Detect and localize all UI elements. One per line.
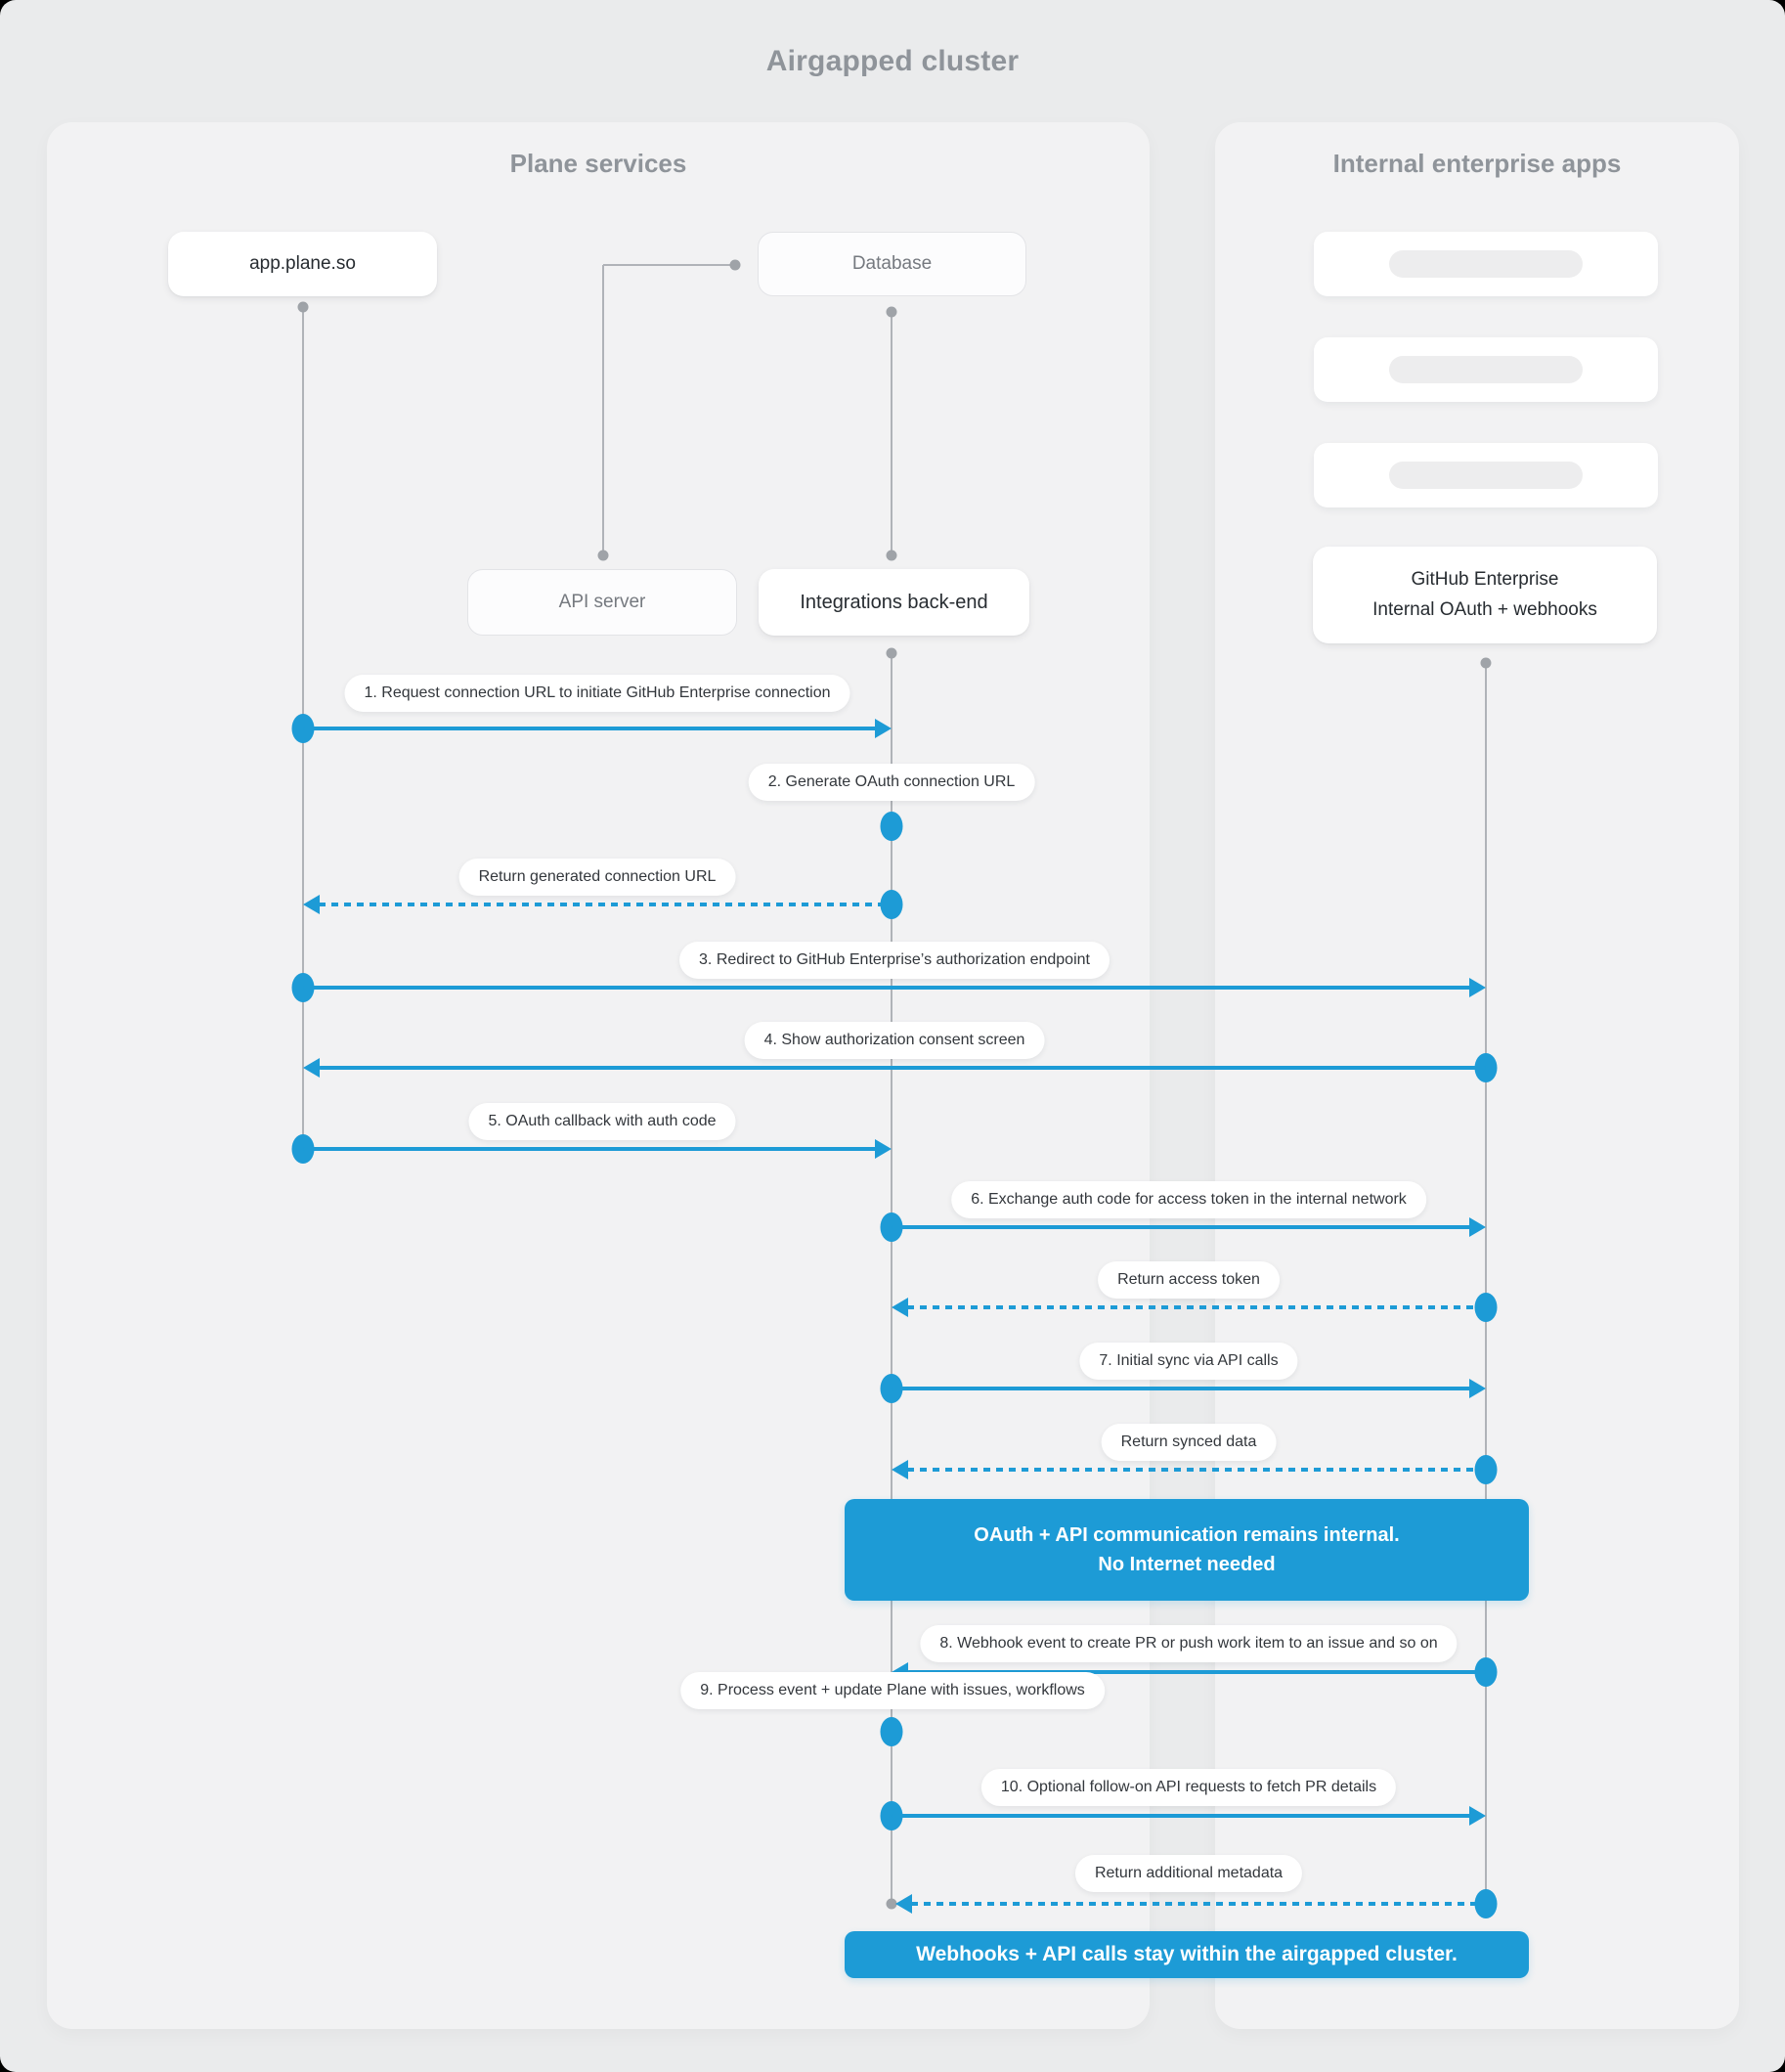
message-dashed-line <box>911 1902 1486 1906</box>
plane-services-panel <box>47 122 1150 2029</box>
arrowhead-right-icon <box>1469 1379 1486 1398</box>
placeholder-app-card <box>1314 337 1658 402</box>
node-integrations-backend <box>759 569 1029 636</box>
arrowhead-right-icon <box>875 1139 892 1159</box>
message-2-label: 2. Generate OAuth connection URL <box>749 764 1035 801</box>
arrowhead-right-icon <box>1469 978 1486 997</box>
endpoint-dot <box>598 551 609 561</box>
connector-api-server-horizontal <box>603 264 735 266</box>
message-dashed-line <box>319 903 892 906</box>
message-arrow-line <box>303 1147 878 1151</box>
node-github-enterprise-line2: Internal OAuth + webhooks <box>1372 598 1597 620</box>
placeholder-app-card <box>1314 443 1658 507</box>
message-4-label: 4. Show authorization consent screen <box>745 1022 1045 1059</box>
node-app-plane-so <box>168 232 437 296</box>
arrowhead-right-icon <box>875 719 892 738</box>
note-internal-communication <box>845 1499 1529 1601</box>
node-api-server <box>467 569 737 636</box>
arrowhead-right-icon <box>1469 1217 1486 1237</box>
return-label: Return access token <box>1098 1261 1280 1299</box>
arrowhead-left-icon <box>892 1298 908 1317</box>
message-9-label: 9. Process event + update Plane with issues, workflows <box>680 1672 1105 1709</box>
message-arrow-line <box>892 1387 1472 1390</box>
arrowhead-left-icon <box>303 1058 320 1078</box>
message-dashed-line <box>907 1468 1486 1472</box>
node-integrations-backend-label: Integrations back-end <box>800 591 988 613</box>
placeholder-text-bar <box>1389 356 1583 383</box>
placeholder-text-bar <box>1389 462 1583 489</box>
message-3-label: 3. Redirect to GitHub Enterprise’s authorization endpoint <box>679 942 1110 979</box>
message-arrow-line <box>892 1225 1472 1229</box>
endpoint-dot <box>298 302 309 313</box>
note-airgapped-cluster <box>845 1931 1529 1978</box>
endpoint-dot <box>887 551 897 561</box>
node-database <box>758 232 1026 296</box>
note-line: Webhooks + API calls stay within the airgapped cluster. <box>916 1943 1458 1966</box>
message-arrow-line <box>303 986 1472 990</box>
node-database-label: Database <box>851 253 933 274</box>
endpoint-dot <box>887 307 897 318</box>
return-label: Return synced data <box>1102 1424 1277 1461</box>
node-api-server-label: API server <box>558 592 646 612</box>
message-dashed-line <box>907 1305 1486 1309</box>
message-6-label: 6. Exchange auth code for access token in the internal network <box>951 1181 1426 1218</box>
lifeline-github-enterprise <box>1485 663 1487 1904</box>
message-arrow-line <box>303 727 878 730</box>
diagram-title: Airgapped cluster <box>765 45 1020 77</box>
return-label: Return generated connection URL <box>459 859 736 896</box>
node-app-plane-so-label: app.plane.so <box>249 253 356 274</box>
plane-services-header: Plane services <box>509 149 687 178</box>
lifeline-database-to-integrations <box>891 311 892 560</box>
message-1-label: 1. Request connection URL to initiate GitHub Enterprise connection <box>344 675 849 712</box>
placeholder-app-card <box>1314 232 1658 296</box>
connector-api-server-vertical <box>602 265 604 560</box>
endpoint-dot <box>887 648 897 659</box>
message-5-label: 5. OAuth callback with auth code <box>468 1103 735 1140</box>
note-line: No Internet needed <box>1098 1554 1276 1575</box>
placeholder-text-bar <box>1389 250 1583 278</box>
arrowhead-right-icon <box>1469 1806 1486 1826</box>
message-arrow-line <box>319 1066 1486 1070</box>
message-7-label: 7. Initial sync via API calls <box>1079 1343 1297 1380</box>
endpoint-dot <box>730 260 741 271</box>
return-label: Return additional metadata <box>1075 1855 1302 1892</box>
arrowhead-left-icon <box>895 1894 912 1914</box>
message-8-label: 8. Webhook event to create PR or push work item to an issue and so on <box>920 1625 1457 1662</box>
arrowhead-left-icon <box>303 895 320 914</box>
note-line: OAuth + API communication remains internal. <box>974 1524 1400 1546</box>
node-github-enterprise-line1: GitHub Enterprise <box>1411 569 1559 591</box>
message-arrow-line <box>892 1814 1472 1818</box>
endpoint-dot <box>1481 658 1492 669</box>
internal-enterprise-apps-header: Internal enterprise apps <box>1332 149 1622 178</box>
node-github-enterprise <box>1313 547 1657 643</box>
message-self-dot <box>881 1717 903 1746</box>
message-self-dot <box>881 812 903 841</box>
message-10-label: 10. Optional follow-on API requests to fetch PR details <box>981 1769 1396 1806</box>
arrowhead-left-icon <box>892 1460 908 1479</box>
